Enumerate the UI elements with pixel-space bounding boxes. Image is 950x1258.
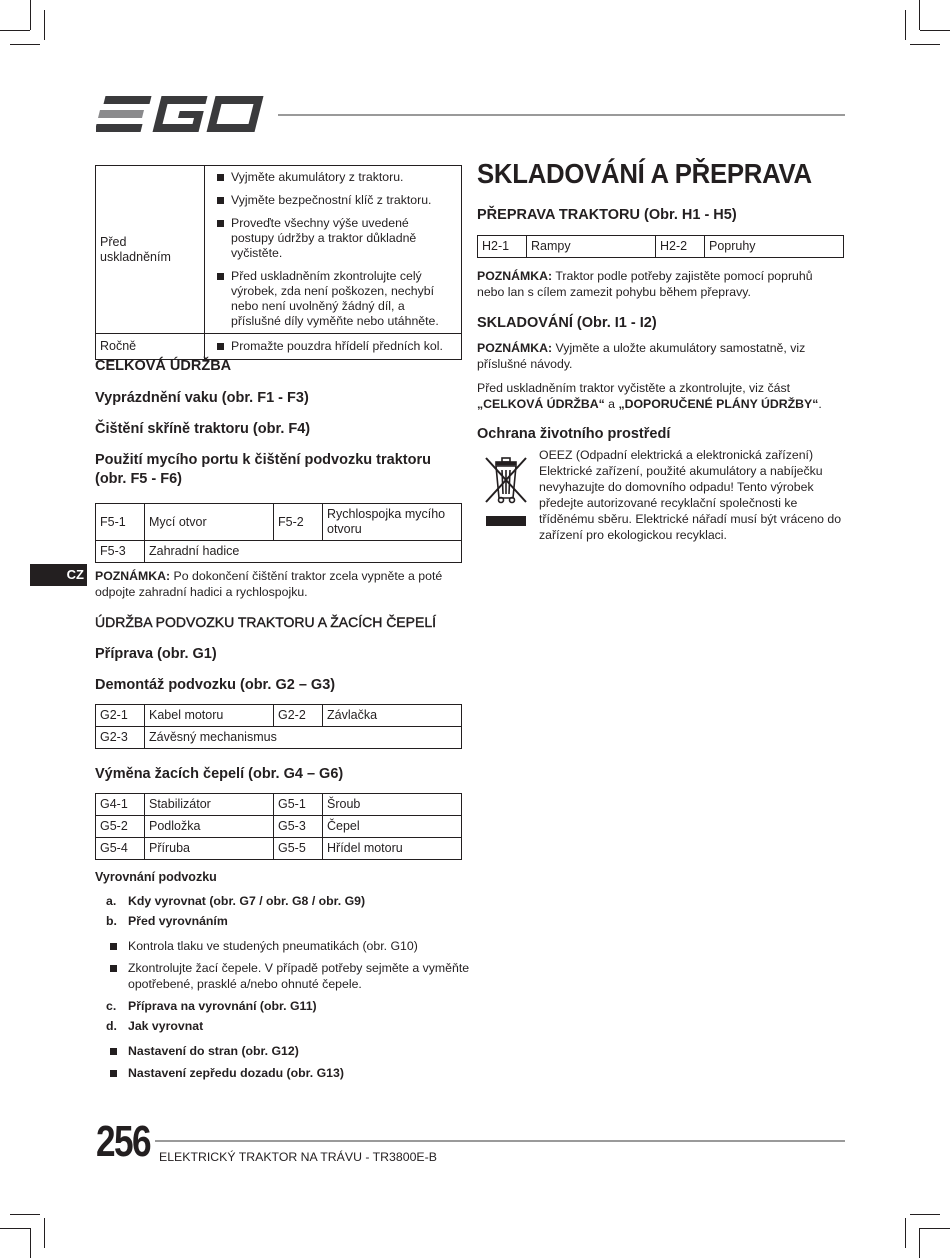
part-name: Rampy xyxy=(527,236,656,258)
storage-schedule-table xyxy=(95,165,462,360)
part-name: Závěsný mechanismus xyxy=(145,727,462,749)
bullet-square xyxy=(110,965,117,972)
crop-mark xyxy=(30,0,31,30)
list-text: Jak vyrovnat xyxy=(128,1019,204,1033)
list-item xyxy=(96,1065,344,1081)
table-row xyxy=(478,236,844,258)
part-name: Zahradní hadice xyxy=(145,541,462,563)
list-text: Před vyrovnáním xyxy=(128,914,228,928)
parts-table-g4 xyxy=(95,793,462,860)
list-letter: b. xyxy=(106,914,117,928)
crop-mark xyxy=(905,1218,906,1248)
list-item xyxy=(106,998,317,1014)
crop-mark xyxy=(920,1228,950,1229)
schedule-items xyxy=(205,166,462,334)
list-item xyxy=(106,893,365,909)
crop-mark xyxy=(910,44,940,45)
parts-table-g2 xyxy=(95,704,462,749)
section-heading: PŘEPRAVA TRAKTORU (Obr. H1 - H5) xyxy=(477,207,737,223)
language-tab xyxy=(30,564,87,586)
paragraph-text: Před uskladněním traktor vyčistěte a zkontrolujte, viz část xyxy=(477,381,791,395)
part-name: Příruba xyxy=(145,838,274,860)
schedule-label: Před uskladněním xyxy=(96,166,205,334)
cross-reference: „CELKOVÁ ÚDRŽBA“ xyxy=(477,397,605,411)
part-code: F5-2 xyxy=(274,504,323,541)
list-text: Zkontrolujte žací čepele. V případě potřeby sejměte a vyměňte opotřebené, prasklé a/nebo ohnuté čepele. xyxy=(128,961,470,991)
part-name: Popruhy xyxy=(705,236,844,258)
list-item xyxy=(96,960,480,992)
schedule-items xyxy=(205,334,462,360)
list-item: Vyjměte bezpečnostní klíč z traktoru. xyxy=(213,193,453,208)
subsection-heading: Vyrovnání podvozku xyxy=(95,870,217,884)
list-text: Nastavení do stran (obr. G12) xyxy=(128,1044,299,1058)
list-letter: d. xyxy=(106,1019,117,1033)
part-code: G2-3 xyxy=(96,727,145,749)
list-letter: c. xyxy=(106,999,117,1013)
list-item: Před uskladněním zkontrolujte celý výrobek, zda není poškozen, nechybí nebo není uvolněný žádný díl, a příslušné díly vyměňte nebo utáhněte. xyxy=(213,269,453,329)
crop-mark xyxy=(920,30,950,31)
crop-mark xyxy=(905,10,906,40)
bullet-square xyxy=(110,1070,117,1077)
part-code: G5-3 xyxy=(274,816,323,838)
storage-paragraph xyxy=(477,380,822,412)
crop-mark xyxy=(919,0,920,30)
crop-mark xyxy=(10,44,40,45)
table-row xyxy=(96,166,462,334)
part-name: Šroub xyxy=(323,794,462,816)
note-text: Po dokončení čištění traktor zcela vypněte a poté odpojte zahradní hadici a rychlospojku. xyxy=(95,569,443,599)
header-rule xyxy=(278,114,845,116)
part-code: G5-2 xyxy=(96,816,145,838)
part-code: G4-1 xyxy=(96,794,145,816)
note-text: Vyjměte a uložte akumulátory samostatně, viz příslušné návody. xyxy=(477,341,806,371)
note-text: Traktor podle potřeby zajistěte pomocí popruhů nebo lan s cílem zamezit pohybu během přepravy. xyxy=(477,269,813,299)
paragraph-text: . xyxy=(818,397,822,411)
section-heading: SKLADOVÁNÍ (Obr. I1 - I2) xyxy=(477,315,657,331)
subsection-heading: Použití mycího portu k čištění podvozku traktoru (obr. F5 - F6) xyxy=(95,452,431,487)
bullet-square xyxy=(110,1048,117,1055)
table-row xyxy=(96,334,462,360)
crop-mark xyxy=(0,30,30,31)
list-item xyxy=(96,1043,299,1059)
list-text: Kontrola tlaku ve studených pneumatikách (obr. G10) xyxy=(128,939,418,953)
language-code: CZ xyxy=(66,567,84,582)
note-paragraph xyxy=(95,568,465,600)
table-row xyxy=(96,794,462,816)
part-code: F5-3 xyxy=(96,541,145,563)
table-row xyxy=(96,504,462,541)
part-name: Hřídel motoru xyxy=(323,838,462,860)
subsection-heading: Čištění skříně traktoru (obr. F4) xyxy=(95,421,311,437)
part-code: G5-4 xyxy=(96,838,145,860)
list-text: Příprava na vyrovnání (obr. G11) xyxy=(128,999,317,1013)
part-name: Stabilizátor xyxy=(145,794,274,816)
note-paragraph xyxy=(477,268,839,300)
page-number: 256 xyxy=(96,1117,150,1166)
page-title: SKLADOVÁNÍ A PŘEPRAVA xyxy=(477,158,812,189)
list-item xyxy=(106,1018,203,1034)
paragraph-text: a xyxy=(604,397,619,411)
part-name: Rychlospojka mycího otvoru xyxy=(323,504,462,541)
part-name: Kabel motoru xyxy=(145,705,274,727)
part-code: H2-2 xyxy=(656,236,705,258)
bullet-square xyxy=(110,943,117,950)
ego-logo xyxy=(96,94,268,134)
note-paragraph xyxy=(477,340,839,372)
note-label: POZNÁMKA: xyxy=(477,341,553,355)
crop-mark xyxy=(44,1218,45,1248)
part-name: Mycí otvor xyxy=(145,504,274,541)
parts-table-f5 xyxy=(95,503,462,563)
env-paragraph: OEEZ (Odpadní elektrická a elektronická zařízení) Elektrické zařízení, použité akumulátory a nabíječku nevyhazujte do domovního odpadu! Tento výrobek předejte autorizované recyklační společnosti ke tříděnému sběru. Elektrické nářadí musí být vráceno do zařízení pro ekologickou recyklaci. xyxy=(539,448,842,542)
subsection-heading: Příprava (obr. G1) xyxy=(95,646,217,662)
table-row xyxy=(96,838,462,860)
table-row xyxy=(96,541,462,563)
parts-table-h2 xyxy=(477,235,844,258)
part-name: Čepel xyxy=(323,816,462,838)
list-letter: a. xyxy=(106,894,117,908)
list-item: Vyjměte akumulátory z traktoru. xyxy=(213,170,453,185)
list-text: Kdy vyrovnat (obr. G7 / obr. G8 / obr. G9) xyxy=(128,894,366,908)
part-code: F5-1 xyxy=(96,504,145,541)
table-row xyxy=(96,816,462,838)
crop-mark xyxy=(44,10,45,40)
crop-mark xyxy=(30,1228,31,1258)
note-label: POZNÁMKA: xyxy=(477,269,553,283)
subsection-heading: Vyprázdnění vaku (obr. F1 - F3) xyxy=(95,390,309,406)
cross-reference: „DOPORUČENÉ PLÁNY ÚDRŽBY“ xyxy=(618,397,819,411)
part-code: G2-2 xyxy=(274,705,323,727)
section-heading: ÚDRŽBA PODVOZKU TRAKTORU A ŽACÍCH ČEPELÍ xyxy=(95,614,436,630)
part-code: H2-1 xyxy=(478,236,527,258)
list-item xyxy=(106,913,228,929)
part-code: G2-1 xyxy=(96,705,145,727)
schedule-label: Ročně xyxy=(96,334,205,360)
footer-rule xyxy=(155,1140,845,1142)
section-heading: CELKOVÁ ÚDRŽBA xyxy=(95,358,232,374)
part-name: Podložka xyxy=(145,816,274,838)
table-row xyxy=(96,705,462,727)
document-title: ELEKTRICKÝ TRAKTOR NA TRÁVU - TR3800E-B xyxy=(159,1150,437,1164)
crop-mark xyxy=(10,1214,40,1215)
table-row xyxy=(96,727,462,749)
weee-bin-icon xyxy=(482,452,530,528)
part-name: Závlačka xyxy=(323,705,462,727)
list-item: Promažte pouzdra hřídelí předních kol. xyxy=(213,339,453,354)
subsection-heading: Výměna žacích čepelí (obr. G4 – G6) xyxy=(95,766,344,782)
note-label: POZNÁMKA: xyxy=(95,569,171,583)
crop-mark xyxy=(0,1228,30,1229)
part-code: G5-1 xyxy=(274,794,323,816)
list-item xyxy=(96,938,488,954)
list-item: Proveďte všechny výše uvedené postupy údržby a traktor důkladně vyčistěte. xyxy=(213,216,453,261)
crop-mark xyxy=(919,1228,920,1258)
subsection-heading: Ochrana životního prostředí xyxy=(477,426,671,442)
crop-mark xyxy=(910,1214,940,1215)
list-text: Nastavení zepředu dozadu (obr. G13) xyxy=(128,1066,344,1080)
subsection-heading: Demontáž podvozku (obr. G2 – G3) xyxy=(95,677,336,693)
part-code: G5-5 xyxy=(274,838,323,860)
